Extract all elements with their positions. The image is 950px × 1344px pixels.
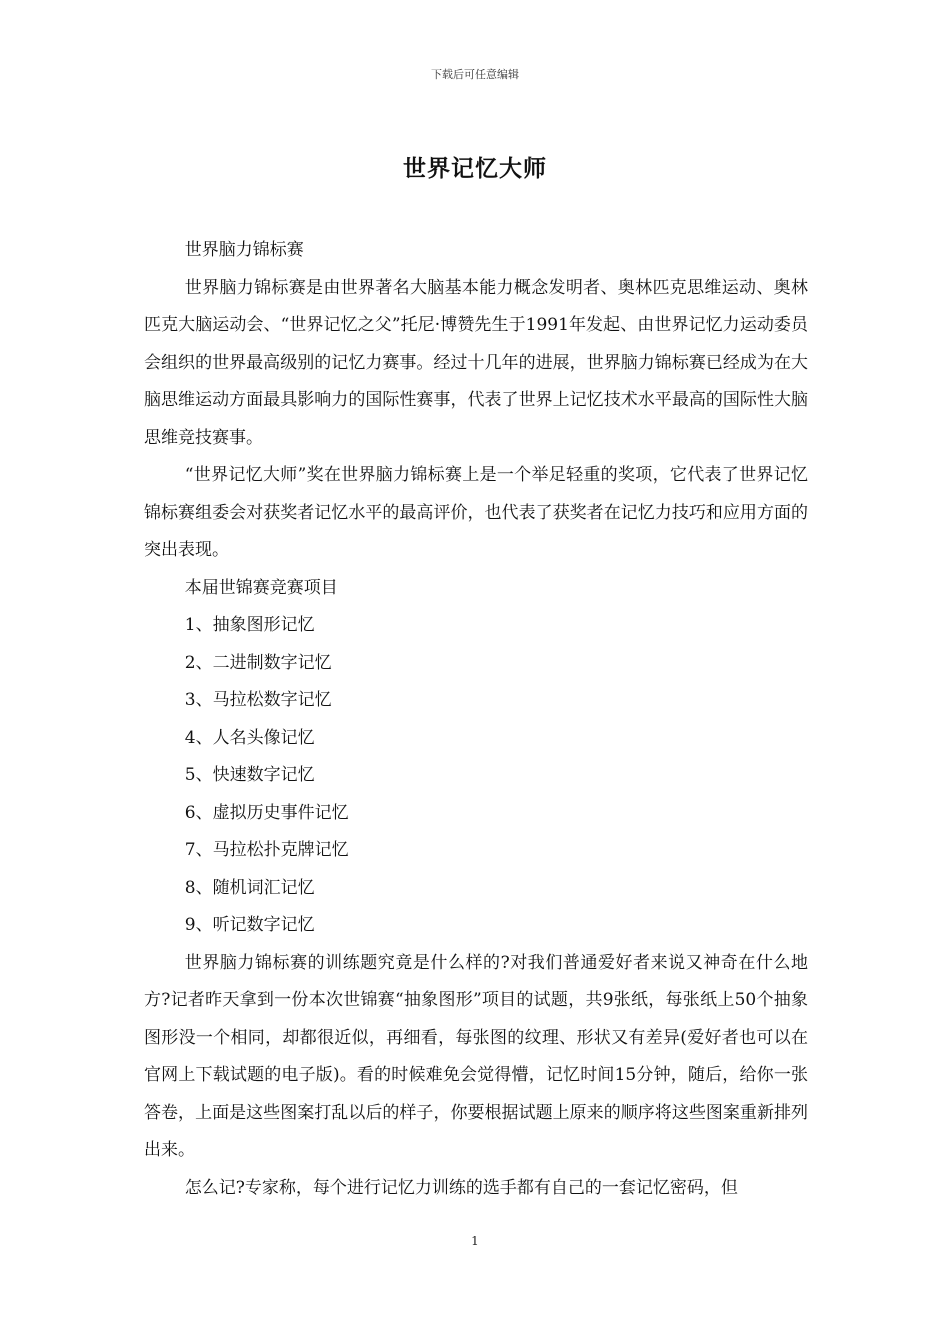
events-heading: 本届世锦赛竞赛项目	[184, 577, 338, 598]
paragraph-method: 怎么记?专家称，每个进行记忆力训练的选手都有自己的一套记忆密码，但	[184, 1177, 738, 1198]
events-list	[144, 607, 808, 945]
paragraph-award: “世界记忆大师”奖在世界脑力锦标赛上是一个举足轻重的奖项，它代表了世界记忆锦标赛组委会对获奖者记忆水平的最高评价，也代表了获奖者在记忆力技巧和应用方面的突出表现。	[144, 465, 808, 560]
list-item: 2、二进制数字记忆	[184, 652, 332, 673]
list-item: 5、快速数字记忆	[184, 765, 315, 785]
list-item: 6、虚拟历史事件记忆	[184, 802, 349, 823]
document-title: 世界记忆大师	[403, 156, 547, 182]
paragraph-training: 世界脑力锦标赛的训练题究竟是什么样的?对我们普通爱好者来说又神奇在什么地方?记者昨天拿到一份本次世锦赛“抽象图形”项目的试题，共9张纸，每张纸上50个抽象图形没一个相同，却都很近似，再细看，每张图的纹理、形状又有差异(爱好者也可以在官网上下载试题的电子版)。看的时候难免会觉得懵，记忆时间15分钟，随后，给你一张答卷，上面是这些图案打乱以后的样子，你要根据试题上原来的顺序将这些图案重新排列出来。	[144, 952, 808, 1160]
paragraph-intro: 世界脑力锦标赛是由世界著名大脑基本能力概念发明者、奥林匹克思维运动、奥林匹克大脑运动会、“世界记忆之父”托尼·博赞先生于1991年发起、由世界记忆力运动委员会组织的世界最高级别的记忆力赛事。经过十几年的进展，世界脑力锦标赛已经成为在大脑思维运动方面最具影响力的国际性赛事，代表了世界上记忆技术水平最高的国际性大脑思维竞技赛事。	[144, 277, 808, 448]
page-number: 1	[471, 1234, 479, 1248]
list-item: 3、马拉松数字记忆	[184, 690, 332, 710]
list-item: 9、听记数字记忆	[184, 915, 315, 935]
list-item: 7、马拉松扑克牌记忆	[184, 840, 349, 860]
list-item: 4、人名头像记忆	[184, 727, 315, 748]
document-body	[144, 232, 808, 1207]
page-header: 下载后可任意编辑	[431, 68, 519, 81]
section-heading: 世界脑力锦标赛	[184, 240, 304, 260]
list-item: 1、抽象图形记忆	[184, 615, 315, 635]
list-item: 8、随机词汇记忆	[184, 877, 315, 898]
